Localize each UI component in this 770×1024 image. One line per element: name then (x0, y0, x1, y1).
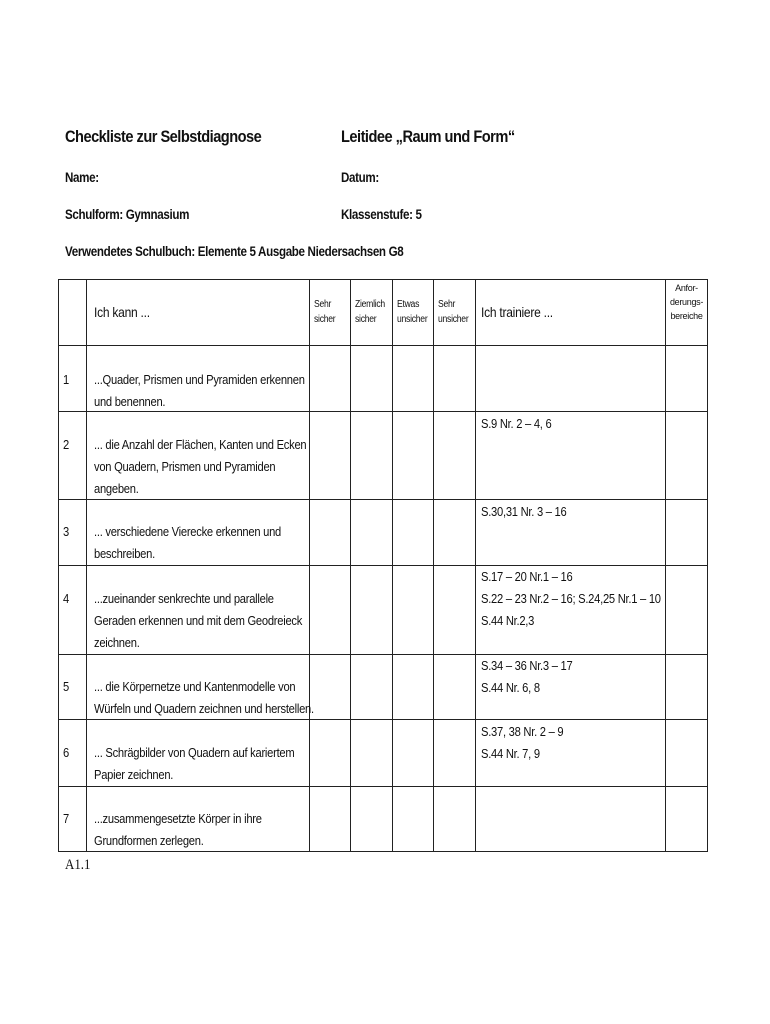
skill-text: ...zueinander senkrechte und parallele Geraden erkennen und mit dem Geodreieck zeichnen. (94, 591, 303, 650)
row-number: 3 (63, 524, 69, 539)
table-border (350, 279, 351, 852)
table-border (58, 345, 708, 346)
date-label: Datum: (341, 170, 379, 185)
checklist-table (58, 279, 708, 852)
row-number: 5 (63, 679, 69, 694)
row-number: 4 (63, 591, 69, 606)
page-code: A1.1 (65, 857, 91, 873)
column-header-sehr-sicher: Sehr sicher (314, 299, 336, 325)
skill-text: ... die Körpernetze und Kantenmodelle von Würfeln und Quadern zeichnen und herstellen. (94, 679, 314, 716)
table-border (58, 786, 708, 787)
table-border (58, 654, 708, 655)
name-label: Name: (65, 170, 99, 185)
column-header-etwas-unsicher: Etwas unsicher (397, 299, 428, 325)
column-header-ich-kann: Ich kann ... (94, 304, 150, 320)
table-border (309, 279, 310, 852)
training-reference: S.30,31 Nr. 3 – 16 (481, 504, 567, 519)
row-number: 1 (63, 372, 69, 387)
school-type: Schulform: Gymnasium (65, 207, 190, 222)
skill-text: ...Quader, Prismen und Pyramiden erkennen und benennen. (94, 372, 305, 409)
skill-text: ... Schrägbilder von Quadern auf kariertem Papier zeichnen. (94, 745, 295, 782)
training-reference: S.9 Nr. 2 – 4, 6 (481, 416, 552, 431)
table-border (433, 279, 434, 852)
skill-text: ... die Anzahl der Flächen, Kanten und Ecken von Quadern, Prismen und Pyramiden angeben. (94, 437, 307, 496)
column-header-ich-trainiere: Ich trainiere ... (481, 304, 553, 320)
table-border (58, 279, 59, 852)
table-border (475, 279, 476, 852)
row-number: 2 (63, 437, 69, 452)
table-border (392, 279, 393, 852)
column-header-ziemlich-sicher: Ziemlich sicher (355, 299, 385, 325)
topic-title: Leitidee „Raum und Form“ (341, 127, 515, 146)
row-number: 7 (63, 811, 69, 826)
skill-text: ... verschiedene Vierecke erkennen und beschreiben. (94, 524, 282, 561)
column-header-sehr-unsicher: Sehr unsicher (438, 299, 469, 325)
table-border (665, 279, 666, 852)
training-reference: S.34 – 36 Nr.3 – 17 S.44 Nr. 6, 8 (481, 658, 573, 695)
table-border (58, 279, 708, 280)
table-border (707, 279, 708, 852)
skill-text: ...zusammengesetzte Körper in ihre Grundformen zerlegen. (94, 811, 262, 848)
grade-level: Klassenstufe: 5 (341, 207, 422, 222)
table-border (86, 279, 87, 852)
training-reference: S.17 – 20 Nr.1 – 16 S.22 – 23 Nr.2 – 16; S.24,25 Nr.1 – 10 S.44 Nr.2,3 (481, 569, 661, 628)
textbook-info: Verwendetes Schulbuch: Elemente 5 Ausgabe Niedersachsen G8 (65, 244, 404, 259)
training-reference: S.37, 38 Nr. 2 – 9 S.44 Nr. 7, 9 (481, 724, 564, 761)
column-header-anforderungsbereiche: Anfor- derungs- bereiche (669, 283, 704, 321)
document-title: Checkliste zur Selbstdiagnose (65, 127, 262, 146)
row-number: 6 (63, 745, 69, 760)
